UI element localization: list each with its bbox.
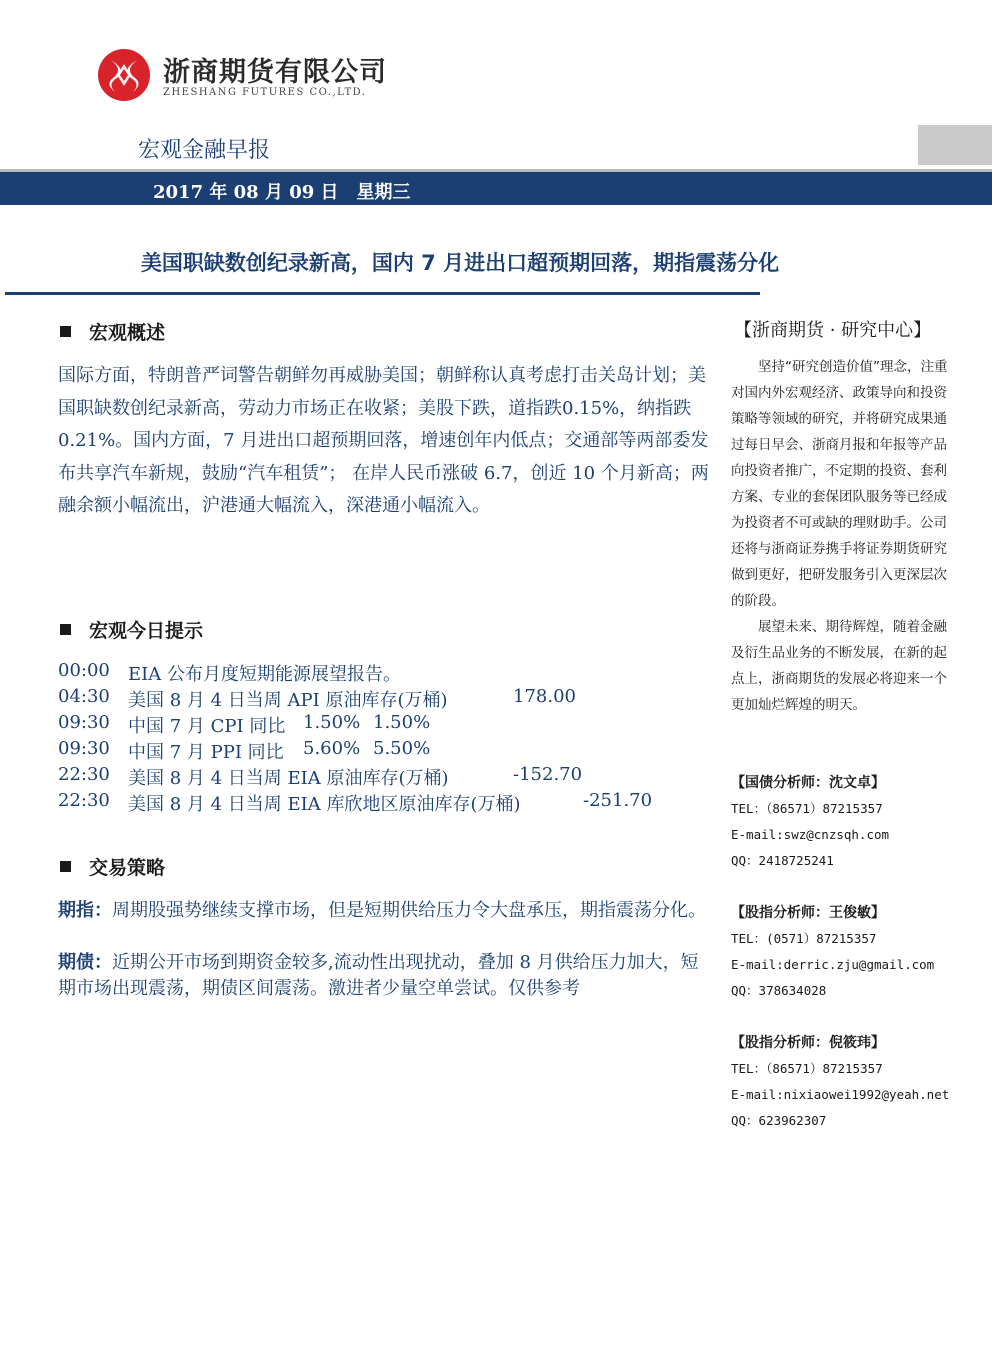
calendar-value-2: 5.50% [373,738,431,759]
analyst-title: 【股指分析师：王俊敏】 [731,905,885,921]
calendar-time: 22:30 [58,764,110,785]
sidebar-intro: 展望未来、期待辉煌，随着金融及衍生品业务的不断发展，在新的起点上，浙商期货的发展必将迎来一个更加灿烂辉煌的明天。 [731,619,947,713]
square-bullet-icon [60,624,71,635]
calendar-value-2: 1.50% [373,712,431,733]
analyst-email: E-mail:swz@cnzsqh.com [731,827,890,842]
calendar-event: 中国 7 月 CPI 同比 [128,716,286,737]
headline: 美国职缺数创纪录新高，国内 7 月进出口超预期回落，期指震荡分化 [140,251,780,275]
analyst-qq: QQ：2418725241 [731,853,834,868]
analyst-qq: QQ：378634028 [731,983,827,998]
square-bullet-icon [60,326,71,337]
analyst-tel: TEL：(0571）87215357 [731,931,877,946]
strategy-text: 近期公开市场到期资金较多,流动性出现扰动，叠加 8 月供给压力加大，短期市场出现震荡，期债区间震荡。激进者少量空单尝试。仅供参考 [58,952,699,999]
strategy-index-futures [58,898,710,924]
calendar-value: 178.00 [513,686,576,707]
calendar-time: 09:30 [58,738,110,759]
report-date: 2017 年 08 月 09 日 星期三 [153,182,411,203]
date-bar [0,169,992,205]
analyst-email: E-mail:derric.zju@gmail.com [731,957,935,972]
analyst-title: 【股指分析师：倪筱玮】 [731,1035,885,1051]
section-title-overview: 宏观概述 [60,318,165,345]
calendar-event: 中国 7 月 PPI 同比 [128,742,284,763]
calendar-value: -152.70 [513,764,583,785]
strategy-label: 期债： [58,952,112,973]
report-type: 宏观金融早报 [138,138,271,163]
zheshang-logo-icon [97,48,151,102]
section-title-strategy: 交易策略 [60,853,165,880]
strategy-bond-futures [58,950,710,1002]
analyst-tel: TEL：（86571）87215357 [731,801,883,816]
section-title-today: 宏观今日提示 [60,616,203,643]
calendar-value: 5.60% [303,738,361,759]
strategy-label: 期指： [58,900,112,921]
analyst-tel: TEL：（86571）87215357 [731,1061,883,1076]
calendar-event: 美国 8 月 4 日当周 EIA 原油库存(万桶) [128,768,449,789]
sidebar-title: 【浙商期货 · 研究中心】 [734,320,932,341]
analyst-title: 【国债分析师：沈文卓】 [731,775,885,791]
overview-text: 国际方面，特朗普严词警告朝鲜勿再威胁美国；朝鲜称认真考虑打击关岛计划；美国职缺数创纪录新高，劳动力市场正在收紧；美股下跌，道指跌0.15%，纳指跌 0.21%。国内方面，7 月进出口超预期回落，增速创年内低点；交通部等两部委发布共享汽车新规，鼓励“汽车租赁”； 在岸人民币涨破 6.7，创近 10 个月新高；两融余额小幅流出，沪港通大幅流入，深港通小幅流入。 [58,365,709,516]
strategy-text: 周期股强势继续支撑市场，但是短期供给压力令大盘承压，期指震荡分化。 [112,900,706,921]
calendar-event: 美国 8 月 4 日当周 API 原油库存(万桶) [128,690,448,711]
calendar-time: 09:30 [58,712,110,733]
headline-divider [5,292,760,295]
decorative-gray-block [918,125,992,165]
calendar-time: 22:30 [58,790,110,811]
calendar-event: EIA 公布月度短期能源展望报告。 [128,664,401,685]
calendar-value: -251.70 [583,790,653,811]
analyst-qq: QQ：623962307 [731,1113,827,1128]
square-bullet-icon [60,861,71,872]
analyst-card [731,770,981,874]
company-name-en: ZHESHANG FUTURES CO.,LTD. [163,87,367,98]
calendar-value: 1.50% [303,712,361,733]
analyst-card [731,900,981,1004]
analyst-card [731,1030,981,1134]
analyst-email: E-mail:nixiaowei1992@yeah.net [731,1087,950,1102]
sidebar-intro: 坚持“研究创造价值”理念，注重对国内外宏观经济、政策导向和投资策略等领域的研究，并将研究成果通过每日早会、浙商月报和年报等产品向投资者推广，不定期的投资、套利方案、专业的套保团队服务等已经成为投资者不可或缺的理财助手。公司还将与浙商证券携手将证券期货研究做到更好，把研发服务引入更深层次的阶段。 [731,359,948,609]
company-name-cn: 浙商期货有限公司 [163,57,387,88]
calendar-time: 04:30 [58,686,110,707]
calendar-time: 00:00 [58,660,110,681]
calendar-event: 美国 8 月 4 日当周 EIA 库欣地区原油库存(万桶) [128,794,521,815]
